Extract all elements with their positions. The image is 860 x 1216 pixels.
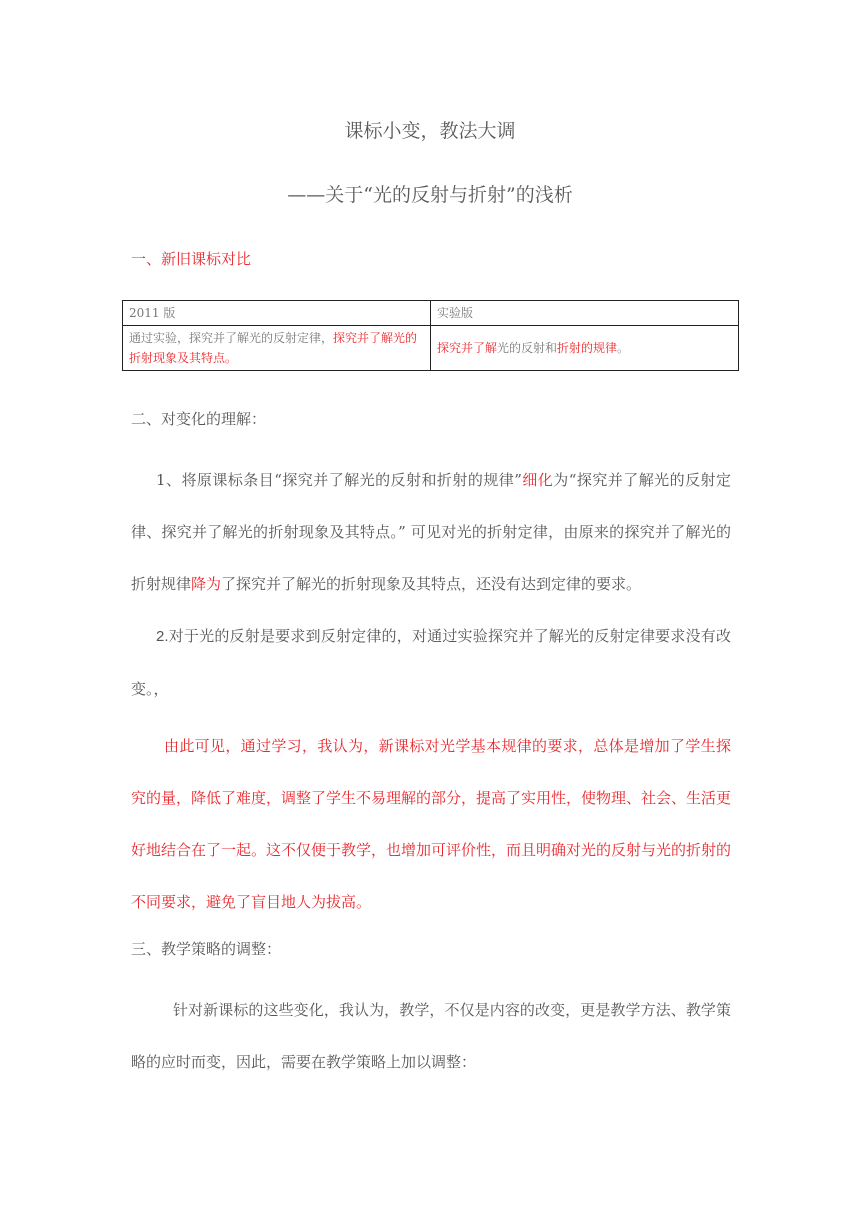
table-header-2011: 2011 版 <box>123 301 431 326</box>
cell-text-highlight: 探究并了解光的折射现象及其特点。 <box>129 331 418 365</box>
table-cell-2011 <box>123 326 431 371</box>
section-heading-3: 三、教学策略的调整： <box>131 940 282 958</box>
paragraph-text: 了探究并了解光的折射现象及其特点，还没有达到定律的要求。 <box>221 575 642 593</box>
table-row <box>123 326 739 371</box>
cell-text: 光的反射和 <box>497 341 558 355</box>
section-heading-1: 一、新旧课标对比 <box>131 250 252 268</box>
standards-comparison-table <box>122 300 739 371</box>
section-heading-2: 二、对变化的理解： <box>131 410 267 428</box>
document-title: 课标小变，教法大调 <box>344 120 516 142</box>
highlight-refine: 细化 <box>521 471 554 489</box>
paragraph-text: 1、将原课标条目“探究并了解光的反射和折射的规律” <box>156 471 522 489</box>
paragraph-conclusion: 由此可见，通过学习，我认为，新课标对光学基本规律的要求，总体是增加了学生探究的量，降低了难度，调整了学生不易理解的部分，提高了实用性，使物理、社会、生活更好地结合在了一起。这不仅便于教学，也增加可评价性，而且明确对光的反射与光的折射的不同要求，避免了盲目地人为拔高。 <box>131 737 732 911</box>
highlight-lowered: 降为 <box>191 575 222 593</box>
paragraph-text: 对于光的反射是要求到反射定律的，对通过实验探究并了解光的反射定律要求没有改变。， <box>131 627 731 698</box>
cell-text: 。 <box>617 341 630 355</box>
cell-text-highlight: 探究并了解 <box>437 341 498 355</box>
paragraph-text: 为“探究并了解光的反射定律、探究并了解光的折射现象及其特点。” 可见对光的折射定律，由原来的探究并了解光的折射规律 <box>131 471 731 593</box>
paragraph-1 <box>131 454 731 610</box>
cell-text-highlight: 折射的规律 <box>557 341 618 355</box>
table-header-row <box>123 301 739 326</box>
paragraph-3: 针对新课标的这些变化，我认为，教学，不仅是内容的改变，更是教学方法、教学策略的应时而变，因此，需要在教学策略上加以调整： <box>131 1001 731 1071</box>
table-header-experimental: 实验版 <box>431 301 739 326</box>
table-cell-experimental <box>431 326 739 371</box>
paragraph-number: 2. <box>156 628 169 645</box>
cell-text: 通过实验，探究并了解光的反射定律， <box>129 331 334 345</box>
document-subtitle: ——关于“光的反射与折射”的浅析 <box>287 184 573 206</box>
paragraph-2 <box>131 610 731 715</box>
